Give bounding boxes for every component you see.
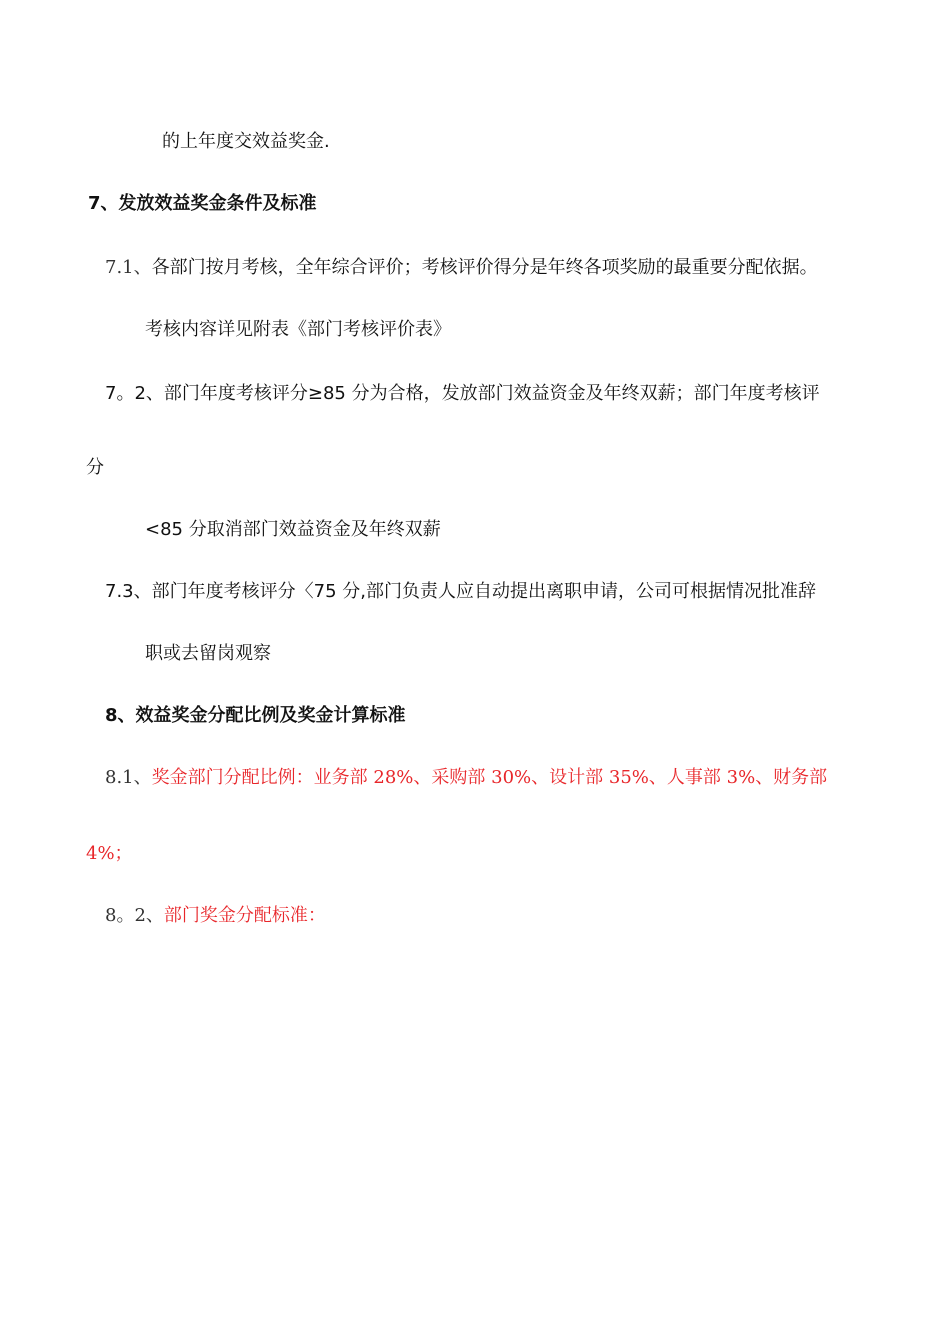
item-7-1-text: 各部门按月考核，全年综合评价；考核评价得分是年终各项奖励的最重要分配依据。 <box>151 257 818 278</box>
item-8-2-number: 8。2、 <box>105 905 164 926</box>
item-7-1-continuation: 考核内容详见附表《部门考核评价表》 <box>145 319 451 340</box>
item-8-1-number: 8.1、 <box>105 767 152 788</box>
item-7-1-number: 7.1、 <box>105 257 152 278</box>
item-7-3-line-2: 职或去留岗观察 <box>145 643 271 664</box>
section-8-heading: 8、效益奖金分配比例及奖金计算标准 <box>105 705 406 726</box>
item-8-1-value-2: 30% <box>491 767 532 788</box>
item-8-1-value-4: 3% <box>726 767 756 788</box>
item-7-1 <box>105 256 818 280</box>
item-8-1-text-3: 、设计部 <box>531 767 609 788</box>
item-7-2-line-1: 7。2、部门年度考核评分≥85 分为合格，发放部门效益资金及年终双薪；部门年度考核评 <box>105 383 820 404</box>
item-8-1-text-1: 奖金部门分配比例：业务部 <box>151 767 374 788</box>
item-8-1-text-2: 、采购部 <box>413 767 492 788</box>
item-8-1-continuation: 4%； <box>86 843 133 864</box>
item-7-2-line-2: 分 <box>86 457 104 478</box>
item-7-2-line-3: <85 分取消部门效益资金及年终双薪 <box>145 519 441 540</box>
item-7-3-line-1: 7.3、部门年度考核评分〈75 分,部门负责人应自动提出离职申请，公司可根据情况批准辞 <box>105 581 816 602</box>
section-7-heading: 7、发放效益奖金条件及标准 <box>88 193 317 214</box>
continued-line: 的上年度交效益奖金. <box>162 131 330 152</box>
item-8-2-text: 部门奖金分配标准： <box>163 905 326 926</box>
item-8-1-text-5: 、财务部 <box>755 767 828 788</box>
item-8-1-text-4: 、人事部 <box>648 767 727 788</box>
item-8-2 <box>105 904 326 928</box>
item-8-1 <box>105 766 827 790</box>
item-8-1-value-1: 28% <box>373 767 414 788</box>
item-8-1-value-3: 35% <box>608 767 649 788</box>
